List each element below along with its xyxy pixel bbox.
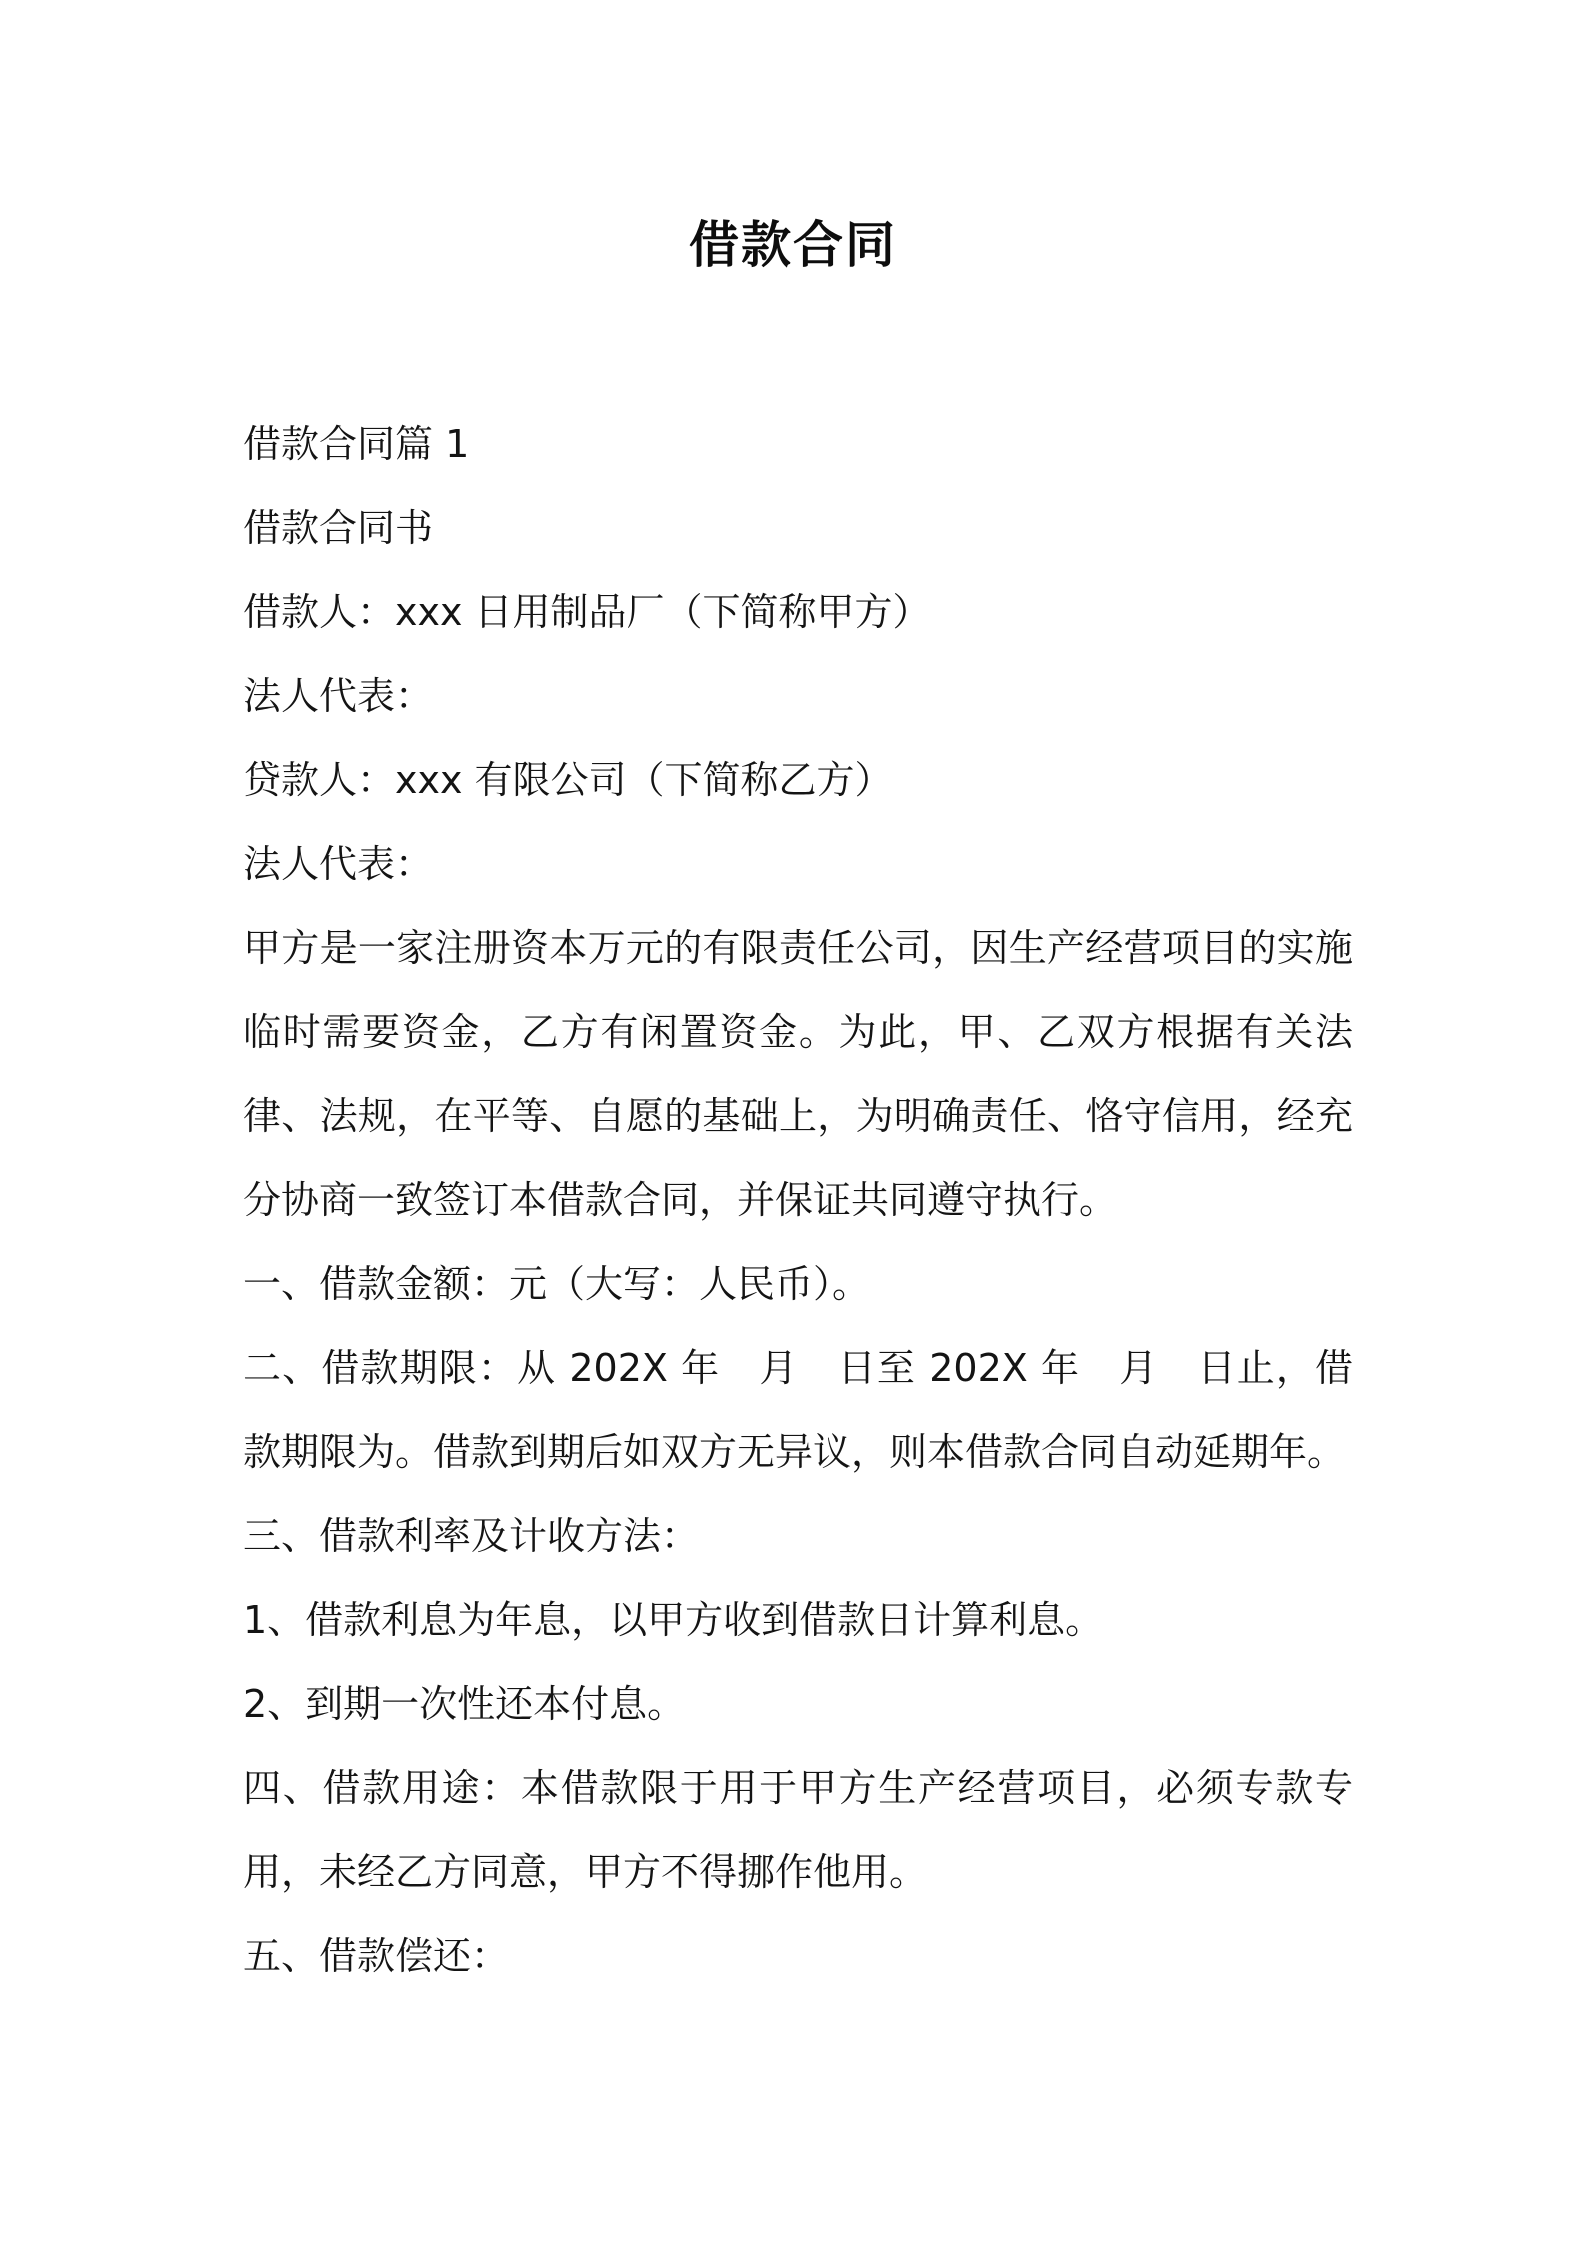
document-title: 借款合同 [689, 216, 897, 274]
paragraph-contract-name: 借款合同书 [243, 506, 434, 550]
paragraph-clause-interest: 三、借款利率及计收方法： [243, 1514, 700, 1558]
paragraph-lender: 贷款人：xxx 有限公司（下简称乙方） [243, 758, 893, 802]
paragraph-clause-term: 二、借款期限：从 202X 年 月 日至 202X 年 月 日止，借款期限为。借款到期后如双方无异议，则本借款合同自动延期年。 [243, 1346, 1353, 1474]
paragraph-interest-item-1: 1、借款利息为年息，以甲方收到借款日计算利息。 [243, 1598, 1104, 1642]
paragraph-interest-item-2: 2、到期一次性还本付息。 [243, 1682, 686, 1726]
paragraph-borrower-representative: 法人代表： [243, 674, 434, 718]
paragraph-clause-purpose: 四、借款用途：本借款限于用于甲方生产经营项目，必须专款专用，未经乙方同意，甲方不得挪作他用。 [243, 1766, 1353, 1894]
document-body [243, 402, 1353, 1998]
paragraph-section-heading: 借款合同篇 1 [243, 422, 470, 466]
paragraph-clause-amount: 一、借款金额：元（大写：人民币）。 [243, 1262, 871, 1306]
paragraph-clause-repayment: 五、借款偿还： [243, 1934, 510, 1978]
paragraph-borrower: 借款人：xxx 日用制品厂（下简称甲方） [243, 590, 931, 634]
paragraph-lender-representative: 法人代表： [243, 842, 434, 886]
paragraph-preamble: 甲方是一家注册资本万元的有限责任公司，因生产经营项目的实施临时需要资金，乙方有闲置资金。为此，甲、乙双方根据有关法律、法规，在平等、自愿的基础上，为明确责任、恪守信用，经充分协商一致签订本借款合同，并保证共同遵守执行。 [243, 926, 1353, 1222]
